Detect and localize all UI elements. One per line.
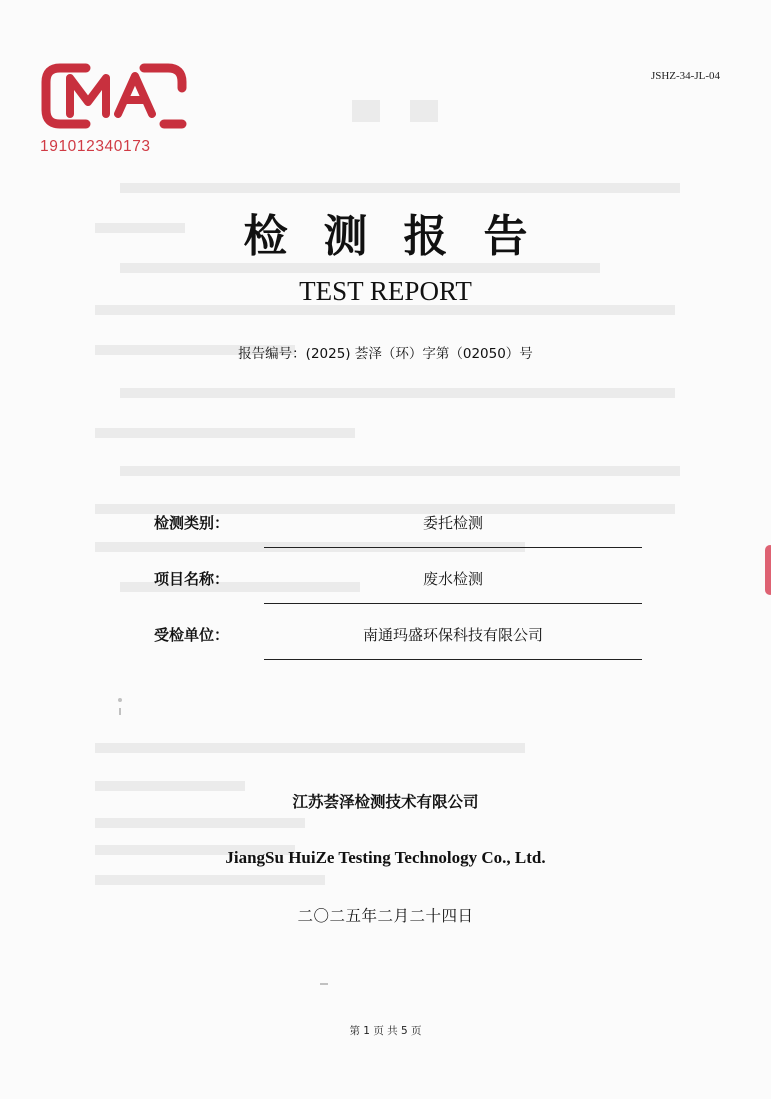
page-number: 第 1 页 共 5 页 xyxy=(349,1025,422,1037)
project-name-value: 废水检测 xyxy=(422,570,483,588)
inspection-category-value: 委托检测 xyxy=(422,514,483,532)
issuing-company-chinese: 江苏荟泽检测技术有限公司 xyxy=(292,793,479,811)
cma-logo-icon xyxy=(40,58,190,138)
project-name-label: 项目名称： xyxy=(154,570,230,588)
inspection-category-label: 检测类别： xyxy=(154,514,230,532)
report-title-chinese: 检测报告 xyxy=(243,211,564,262)
cma-certificate-number: 191012340173 xyxy=(40,138,151,155)
inspected-unit-value: 南通玛盛环保科技有限公司 xyxy=(362,626,543,644)
report-title-english: TEST REPORT xyxy=(299,276,472,306)
issue-date: 二〇二五年二月二十四日 xyxy=(297,907,474,925)
report-number: 报告编号：(2025) 荟泽（环）字第（02050）号 xyxy=(238,346,533,362)
project-name-underline xyxy=(264,603,642,604)
cma-certification-mark xyxy=(40,58,190,166)
inspected-unit-label: 受检单位： xyxy=(154,626,230,644)
inspected-unit-underline xyxy=(264,659,642,660)
issuing-company-english: JiangSu HuiZe Testing Technology Co., Ltd. xyxy=(225,848,546,867)
document-code: JSHZ-34-JL-04 xyxy=(650,70,720,82)
inspection-category-underline xyxy=(264,547,642,548)
edge-seal-fragment xyxy=(765,545,771,595)
